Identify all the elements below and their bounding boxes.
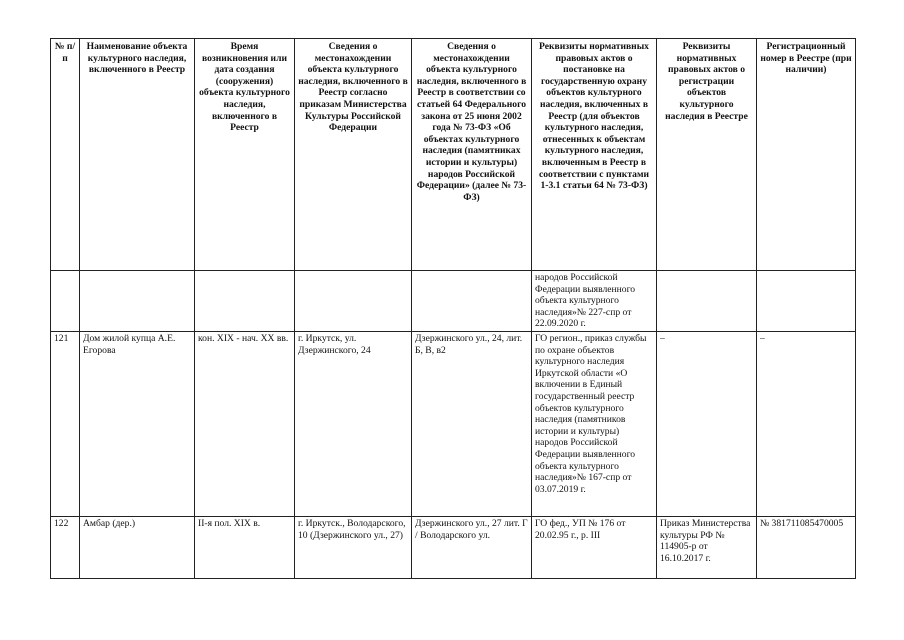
- continuation-row: [51, 271, 856, 332]
- cell-reg-number: –: [757, 331, 856, 516]
- cell-empty: [195, 271, 295, 332]
- cell-num: 122: [51, 516, 80, 578]
- header-location-law: Сведения о местонахождении объекта культурного наследия, включенного в Реестр в соответствии со статьей 64 Федерального закона от 25 июня 2002 года № 73-ФЗ «Об объектах культурного наследия (памятниках истории и культуры) народов Российской Федерации» (далее № 73-ФЗ): [412, 39, 532, 271]
- cell-empty: [757, 271, 856, 332]
- cell-location-ministry: г. Иркутск., Володарского, 10 (Дзержинского ул., 27): [295, 516, 412, 578]
- header-date: Время возникновения или дата создания (сооружения) объекта культурного наследия, включенного в Реестр: [195, 39, 295, 271]
- cell-date: кон. XIX - нач. XX вв.: [195, 331, 295, 516]
- cell-date: II-я пол. XIX в.: [195, 516, 295, 578]
- table-row: [51, 331, 856, 516]
- cell-acts-protection: ГО фед., УП № 176 от 20.02.95 г., р. III: [532, 516, 657, 578]
- cell-empty: [657, 271, 757, 332]
- header-row: [51, 39, 856, 271]
- cell-empty: [51, 271, 80, 332]
- cell-location-law: Дзержинского ул., 27 лит. Г / Володарского ул.: [412, 516, 532, 578]
- cell-name: Амбар (дер.): [80, 516, 195, 578]
- cell-reg-number: № 381711085470005: [757, 516, 856, 578]
- cell-name: Дом жилой купца А.Е. Егорова: [80, 331, 195, 516]
- cell-acts-protection: народов Российской Федерации выявленного объекта культурного наследия»№ 227-спр от 22.09.2020 г.: [532, 271, 657, 332]
- cell-acts-protection: ГО регион., приказ службы по охране объектов культурного наследия Иркутской области «О включении в Единый государственный реестр объектов культурного наследия (памятников истории и культуры) народов Российской Федерации выявленного объекта культурного наследия»№ 167-спр от 03.07.2019 г.: [532, 331, 657, 516]
- cell-empty: [295, 271, 412, 332]
- cell-location-law: Дзержинского ул., 24, лит. Б, В, в2: [412, 331, 532, 516]
- cell-acts-registration: Приказ Министерства культуры РФ № 114905-р от 16.10.2017 г.: [657, 516, 757, 578]
- header-acts-protection: Реквизиты нормативных правовых актов о постановке на государственную охрану объектов культурного наследия, включенных в Реестр (для объектов культурного наследия, отнесенных к объектам культурного наследия, включенным в Реестр в соответствии с пунктами 1-3.1 статьи 64 № 73-ФЗ): [532, 39, 657, 271]
- header-reg-number: Регистрационный номер в Реестре (при наличии): [757, 39, 856, 271]
- cell-empty: [80, 271, 195, 332]
- cell-acts-registration: –: [657, 331, 757, 516]
- header-location-ministry: Сведения о местонахождении объекта культурного наследия, включенного в Реестр согласно приказам Министерства Культуры Российской Федерации: [295, 39, 412, 271]
- cell-empty: [412, 271, 532, 332]
- table-row: [51, 516, 856, 578]
- cell-num: 121: [51, 331, 80, 516]
- header-name: Наименование объекта культурного наследия, включенного в Реестр: [80, 39, 195, 271]
- cell-location-ministry: г. Иркутск, ул. Дзержинского, 24: [295, 331, 412, 516]
- header-acts-registration: Реквизиты нормативных правовых актов о регистрации объектов культурного наследия в Реестре: [657, 39, 757, 271]
- heritage-register-table: [50, 38, 856, 579]
- header-num: № п/п: [51, 39, 80, 271]
